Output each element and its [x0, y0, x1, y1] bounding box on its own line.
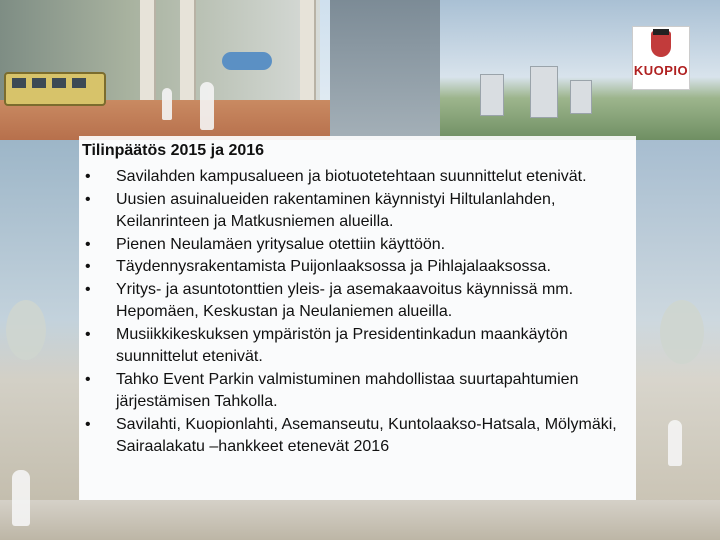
bullet-icon: •: [85, 325, 91, 343]
tree: [660, 300, 704, 364]
bullet-icon: •: [85, 258, 91, 275]
bullet-icon: •: [85, 280, 91, 298]
list-item: • Tahko Event Parkin valmistuminen mahdollistaa suurtapahtumien järjestämisen Tahkolla.: [85, 370, 579, 410]
bullet-list: [82, 166, 632, 459]
building-render: [330, 0, 440, 140]
person-silhouette: [200, 82, 214, 130]
person-silhouette: [12, 470, 30, 526]
bullet-icon: •: [85, 168, 91, 185]
list-item: • Uusien asuinalueiden rakentaminen käynnistyi Hiltulanlahden, Keilanrinteen ja Matkusniemen alueilla.: [85, 190, 556, 230]
bus: [4, 72, 106, 106]
list-item: • Musiikkikeskuksen ympäristön ja Presidentinkadun maankäytön suunnittelut etenivät.: [85, 325, 568, 365]
tree: [6, 300, 46, 360]
bullet-icon: •: [85, 235, 91, 253]
list-item: • Savilahti, Kuopionlahti, Asemanseutu, Kuntolaakso-Hatsala, Mölymäki, Sairaalakatu –hankkeet etenevät 2016: [85, 415, 617, 455]
kuopio-logo: [632, 26, 690, 90]
bullet-icon: •: [85, 190, 91, 208]
list-item: • Yritys- ja asuntotonttien yleis- ja asemakaavoitus käynnissä mm. Hepomäen, Keskustan ja Neulaniemen alueilla.: [85, 280, 574, 320]
bullet-icon: •: [85, 370, 91, 388]
bottom-render: [0, 500, 720, 540]
station-sign: [222, 52, 272, 70]
list-item: • Savilahden kampusalueen ja biotuotetehtaan suunnittelut etenivät.: [82, 166, 632, 189]
person-silhouette: [668, 420, 682, 466]
logo-text: KUOPIO: [633, 63, 689, 78]
list-item: • Pienen Neulamäen yritysalue otettiin käyttöön.: [82, 234, 632, 257]
slide-title: Tilinpäätös 2015 ja 2016: [82, 142, 265, 159]
list-item: • Täydennysrakentamista Puijonlaaksossa ja Pihlajalaaksossa.: [82, 256, 632, 279]
person-silhouette: [162, 88, 172, 120]
bullet-icon: •: [85, 415, 91, 433]
